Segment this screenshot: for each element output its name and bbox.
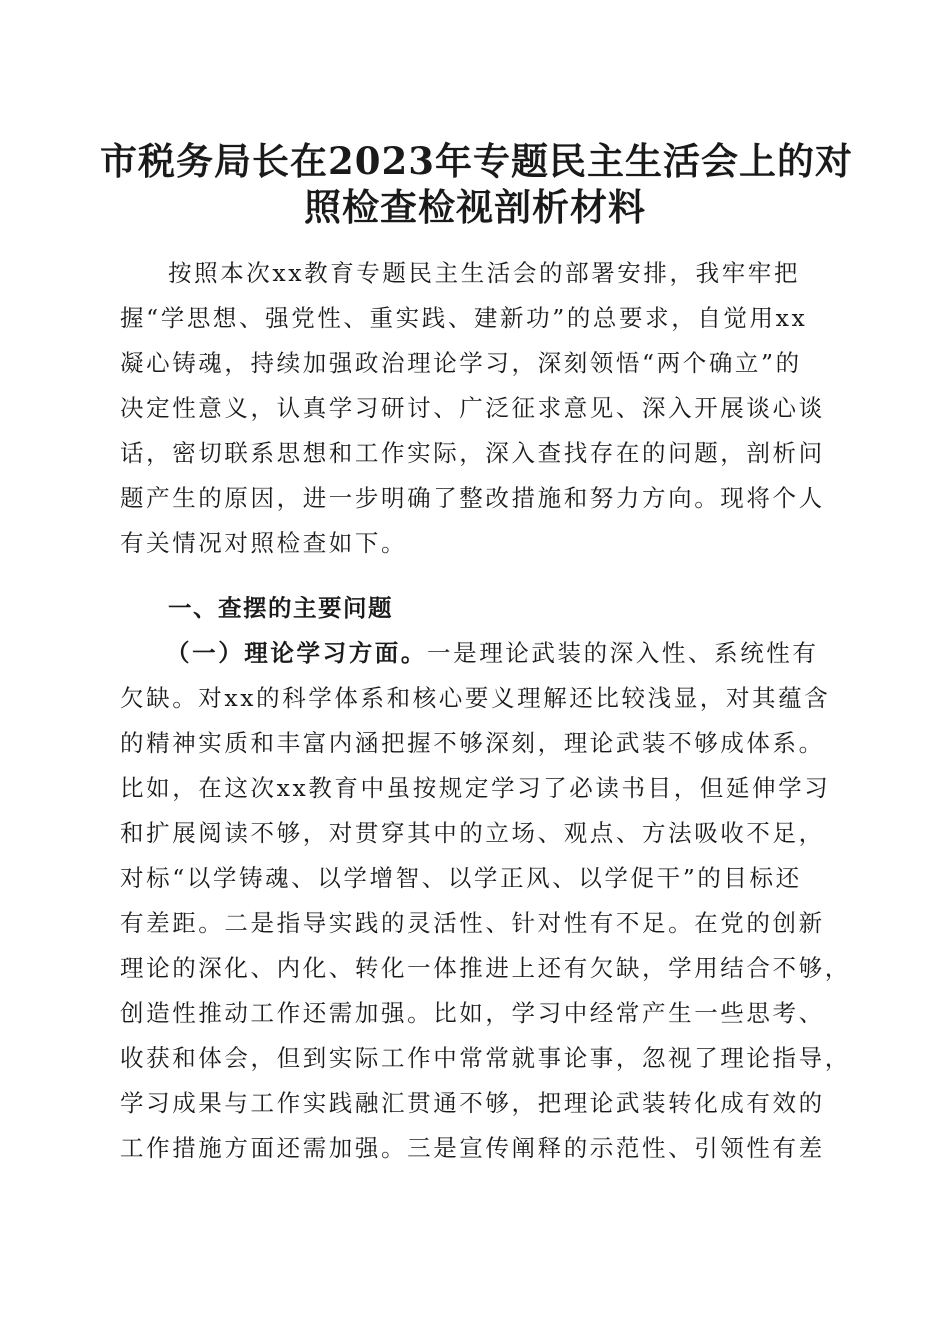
paragraph-line: 有差距。二是指导实践的灵活性、针对性有不足。在党的创新 bbox=[120, 909, 825, 937]
section-heading: 一、查摆的主要问题 bbox=[168, 594, 393, 622]
subsection-lead: （一）理论学习方面。 bbox=[166, 639, 427, 667]
paragraph-line: 工作措施方面还需加强。三是宣传阐释的示范性、引领性有差 bbox=[120, 1134, 825, 1162]
paragraph-line: 决定性意义，认真学习研讨、广泛征求意见、深入开展谈心谈 bbox=[120, 394, 825, 422]
paragraph-line: 话，密切联系思想和工作实际，深入查找存在的问题，剖析问 bbox=[120, 439, 825, 467]
paragraph-line: 和扩展阅读不够，对贯穿其中的立场、观点、方法吸收不足， bbox=[120, 819, 825, 847]
paragraph-line: 欠缺。对xx的科学体系和核心要义理解还比较浅显，对其蕴含 bbox=[120, 684, 831, 712]
paragraph-first-line bbox=[166, 636, 878, 670]
document-title-line-2: 照检查检视剖析材料 bbox=[304, 185, 646, 229]
paragraph-line: 收获和体会，但到实际工作中常常就事论事，忽视了理论指导， bbox=[120, 1044, 851, 1072]
paragraph-line: 按照本次xx教育专题民主生活会的部署安排，我牢牢把 bbox=[168, 259, 801, 287]
paragraph-line: 的精神实质和丰富内涵把握不够深刻，理论武装不够成体系。 bbox=[120, 729, 825, 757]
paragraph-line: 学习成果与工作实践融汇贯通不够，把理论武装转化成有效的 bbox=[120, 1089, 825, 1117]
paragraph-line: 有关情况对照检查如下。 bbox=[120, 529, 408, 557]
document-title-line-1: 市税务局长在2023年专题民主生活会上的对 bbox=[100, 139, 853, 183]
paragraph-line-rest: 一是理论武装的深入性、系统性有 bbox=[427, 639, 819, 667]
paragraph-line: 创造性推动工作还需加强。比如，学习中经常产生一些思考、 bbox=[120, 999, 825, 1027]
paragraph-line: 握“学思想、强党性、重实践、建新功”的总要求，自觉用xx bbox=[120, 304, 808, 332]
paragraph-line: 凝心铸魂，持续加强政治理论学习，深刻领悟“两个确立”的 bbox=[120, 349, 802, 377]
paragraph-line: 对标“以学铸魂、以学增智、以学正风、以学促干”的目标还 bbox=[120, 864, 802, 892]
paragraph-line: 比如，在这次xx教育中虽按规定学习了必读书目，但延伸学习 bbox=[120, 774, 831, 802]
paragraph-line: 理论的深化、内化、转化一体推进上还有欠缺，学用结合不够， bbox=[120, 954, 851, 982]
paragraph-line: 题产生的原因，进一步明确了整改措施和努力方向。现将个人 bbox=[120, 484, 825, 512]
